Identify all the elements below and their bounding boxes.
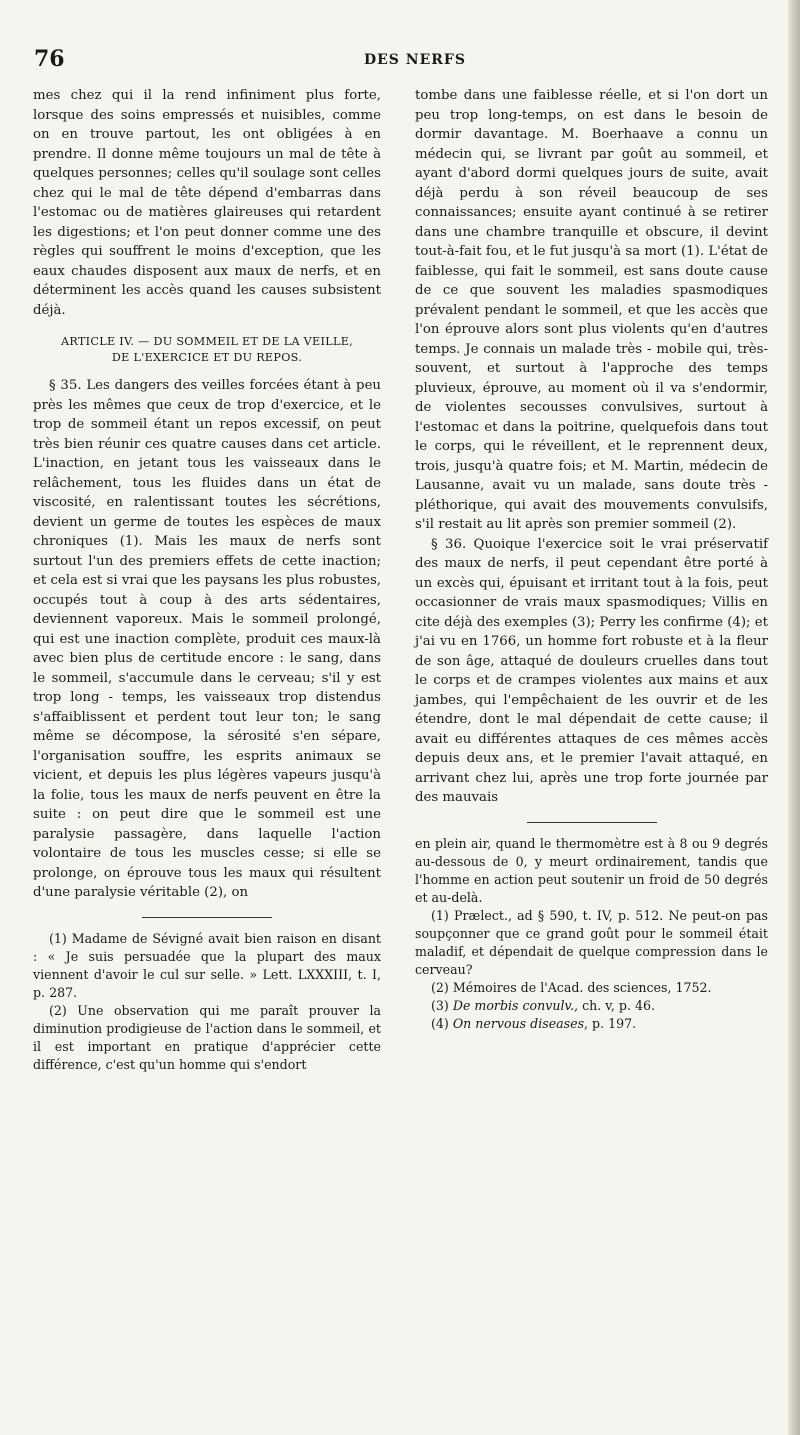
article-heading-line-2: DE L'EXERCICE ET DU REPOS. (111, 351, 303, 364)
right-column (415, 86, 768, 1033)
scan-edge-shadow (788, 0, 800, 1435)
right-footnote-1: (1) Prælect., ad § 590, t. IV, p. 512. Ne peut-on pas soupçonner que ce grand goût pour le sommeil était maladif, et dépendait de quelque compression dans le cerveau? (415, 907, 768, 977)
page-number: 76 (34, 46, 65, 72)
left-footnotes (33, 930, 381, 1074)
footnote-4-title: On nervous diseases (452, 1015, 585, 1031)
footnote-3-title: De morbis convulv. (452, 997, 575, 1013)
right-footnote-3 (415, 997, 768, 1015)
footnote-divider (142, 917, 272, 918)
article-heading (33, 334, 381, 366)
right-footnote-2: (2) Mémoires de l'Acad. des sciences, 1752. (431, 979, 712, 995)
right-paragraph-2: § 36. Quoique l'exercice soit le vrai préservatif des maux de nerfs, il peut cependant être porté à un excès qui, épuisant et irritant tout à la fois, peut occasionner de vrais maux spasmodiques; Villis en cite déjà des exemples (3); Perry les confirme (4); et j'ai vu en 1766, un homme fort robuste et à la fleur de son âge, attaqué de douleurs cruelles dans tout le corps et de crampes violentes aux mains et aux jambes, qui l'empêchaient de les ouvrir et de les étendre, dont le mal dépendait de cette cause; il avait eu différentes attaques de ces mêmes accès depuis deux ans, et le premier l'avait attaqué, en arrivant chez lui, après une trop forte journée par des mauvais (415, 536, 768, 805)
footnote-divider-right (527, 822, 657, 823)
right-paragraph-1: tombe dans une faiblesse réelle, et si l'on dort un peu trop long-temps, on est dans le besoin de dormir davantage. M. Boerhaave a connu un médecin qui, se livrant par goût au sommeil, et ayant d'abord dormi quelques jours de suite, avait déjà perdu à son réveil beaucoup de ses connaissances; ensuite ayant continué à se retirer dans une chambre tranquille et obscure, il devint tout-à-fait fou, et le fut jusqu'à sa mort (1). L'état de faiblesse, qui fait le sommeil, est sans doute cause de ce que souvent les maladies spasmodiques prévalent pendant le sommeil, et que les accès que l'on éprouve alors sont plus violents qu'en d'autres temps. Je connais un malade très - mobile qui, très-souvent, et surtout à l'approche des temps pluvieux, éprouve, au moment où il va s'endormir, de violentes secousses convulsives, surtout à l'estomac et dans la poitrine, quelquefois dans tout le corps, qui le réveillent, et le reprennent deux, trois, jusqu'à quatre fois; et M. Martin, médecin de Lausanne, avait vu un malade, sans doute très - pléthorique, qui avait des mouvements convulsifs, s'il restait au lit après son premier sommeil (2). (415, 88, 768, 532)
article-heading-line-1: ARTICLE IV. — DU SOMMEIL ET DE LA VEILLE, (60, 335, 354, 348)
footnote-3-ref: , ch. v, p. 46. (574, 997, 656, 1013)
right-footnote-4 (415, 1015, 768, 1033)
left-footnote-2: (2) Une observation qui me paraît prouver la diminution prodigieuse de l'action dans le sommeil, et il est important en pratique d'apprécier cette différence, c'est qu'un homme qui s'endort (33, 1002, 381, 1072)
left-footnote-1: (1) Madame de Sévigné avait bien raison en disant : « Je suis persuadée que la plupart des maux viennent d'avoir le cul sur selle. » Lett. LXXXIII, t. I, p. 287. (33, 930, 381, 1000)
page-header (34, 46, 734, 72)
right-footnotes (415, 835, 768, 1033)
footnote-4-number: (4) (431, 1015, 453, 1031)
footnote-3-number: (3) (431, 997, 453, 1013)
right-footnote-continuation: en plein air, quand le thermomètre est à 8 ou 9 degrés au-dessous de 0, y meurt ordinairement, tandis que l'homme en action peut soutenir un froid de 50 degrés et au-delà. (415, 835, 768, 905)
running-head: DES NERFS (364, 52, 466, 68)
left-column (33, 86, 381, 1074)
left-paragraph-1: mes chez qui il la rend infiniment plus forte, lorsque des soins empressés et nuisibles, comme on en trouve partout, les ont obligées à en prendre. Il donne même toujours un mal de tête à quelques personnes; celles qu'il soulage sont celles chez qui le mal de tête dépend d'embarras dans l'estomac ou de matières glaireuses qui retardent les digestions; et l'on peut donner comme une des règles qui souffrent le moins d'exception, que les eaux chaudes disposent aux maux de nerfs, et en déterminent les accès quand les causes subsistent déjà. (33, 88, 381, 318)
footnote-4-ref: , p. 197. (584, 1015, 637, 1031)
left-paragraph-2: § 35. Les dangers des veilles forcées étant à peu près les mêmes que ceux de trop d'exercice, et le trop de sommeil étant un repos excessif, on peut très bien réunir ces quatre causes dans cet article. L'inaction, en jetant tous les vaisseaux dans le relâchement, tous les fluides dans un état de viscosité, en ralentissant toutes les sécrétions, devient un germe de toutes les espèces de maux chroniques (1). Mais les maux de nerfs sont surtout l'un des premiers effets de cette inaction; et cela est si vrai que les paysans les plus robustes, occupés tout à coup à des arts sédentaires, deviennent vaporeux. Mais le sommeil prolongé, qui est une inaction complète, produit ces maux-là avec bien plus de certitude encore : le sang, dans le sommeil, s'accumule dans le cerveau; s'il y est trop long - temps, les vaisseaux trop distendus s'affaiblissent et perdent tout leur ton; le sang même se décompose, la sérosité s'en sépare, l'organisation souffre, les esprits animaux se vicient, et depuis les plus légères vapeurs jusqu'à la folie, tous les maux de nerfs peuvent en être la suite : on peut dire que le sommeil est une paralysie passagère, dans laquelle l'action volontaire de tous les muscles cesse; si elle se prolonge, on éprouve tous les maux qui résultent d'une paralysie véritable (2), on (33, 378, 381, 900)
